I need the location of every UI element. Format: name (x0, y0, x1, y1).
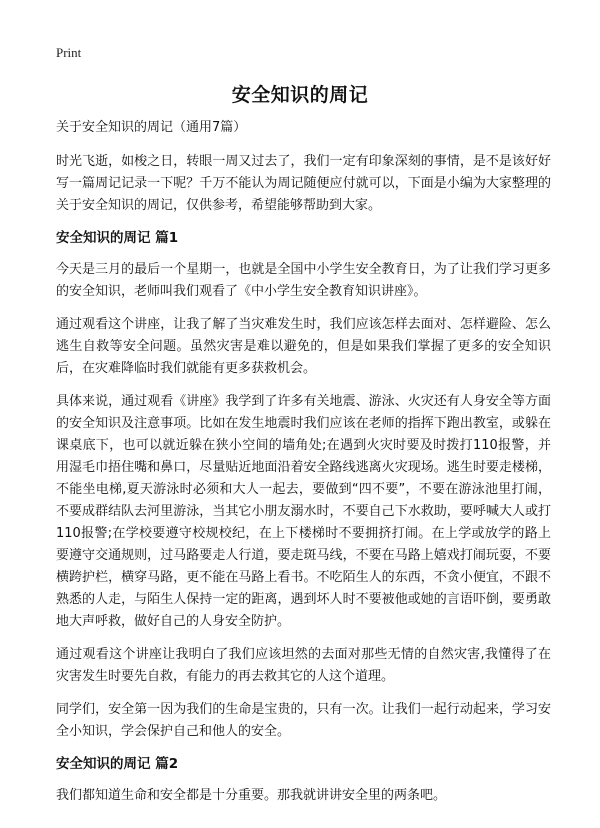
section-heading: 安全知识的周记 篇2 (56, 756, 179, 772)
section-heading: 安全知识的周记 篇1 (56, 230, 179, 246)
paragraph: 通过观看这个讲座，让我了解了当灾难发生时，我们应该怎样去面对、怎样避险、怎么逃生自救等安全问题。虽然灾害是难以避免的，但是如果我们掌握了更多的安全知识后，在灾难降临时我们就能有更多获救机会。 (56, 317, 551, 376)
print-link[interactable]: Print (56, 45, 82, 60)
paragraph: 今天是三月的最后一个星期一，也就是全国中小学生安全教育日，为了让我们学习更多的安全知识，老师叫我们观看了《中小学生安全教育知识讲座》。 (56, 262, 551, 299)
paragraph: 同学们，安全第一因为我们的生命是宝贵的，只有一次。让我们一起行动起来，学习安全小知识，学会保护自己和他人的安全。 (56, 702, 551, 739)
document-body (56, 118, 551, 818)
intro-paragraph: 时光飞逝，如梭之日，转眼一周又过去了，我们一定有印象深刻的事情，是不是该好好写一篇周记记录一下呢？千万不能认为周记随便应付就可以，下面是小编为大家整理的关于安全知识的周记，仅供参考，希望能够帮助到大家。 (56, 154, 551, 213)
page-title: 安全知识的周记 (231, 84, 369, 106)
paragraph: 通过观看这个讲座让我明白了我们应该坦然的去面对那些无情的自然灾害,我懂得了在灾害发生时要先自救，有能力的再去救其它的人这个道理。 (56, 647, 551, 684)
document-subtitle: 关于安全知识的周记（通用7篇） (56, 120, 247, 135)
paragraph: 具体来说，通过观看《讲座》我学到了许多有关地震、游泳、火灾还有人身安全等方面的安全知识及注意事项。比如在发生地震时我们应该在老师的指挥下跑出教室，或躲在课桌底下，也可以就近躲在狭小空间的墙角处;在遇到火灾时要及时拨打110报警，并用湿毛巾捂住嘴和鼻口，尽量贴近地面沿着安全路线逃离火灾现场。逃生时要走楼梯，不能坐电梯,夏天游泳时必须和大人一起去，要做到“四不要”，不要在游泳池里打闹，不要成群结队去河里游泳，当其它小朋友溺水时，不要自己下水救助，要呼喊大人或打110报警;在学校要遵守校规校纪，在上下楼梯时不要拥挤打闹。在上学或放学的路上要遵守交通规则，过马路要走人行道，要走斑马线，不要在马路上嬉戏打闹玩耍，不要横跨护栏，横穿马路，更不能在马路上看书。不吃陌生人的东西，不贪小便宜，不跟不熟悉的人走，与陌生人保持一定的距离，遇到坏人时不要被他或她的言语吓倒，要勇敢地大声呼救，做好自己的人身安全防护。 (56, 394, 551, 629)
paragraph: 我们都知道生命和安全都是十分重要。那我就讲讲安全里的两条吧。 (56, 788, 447, 803)
